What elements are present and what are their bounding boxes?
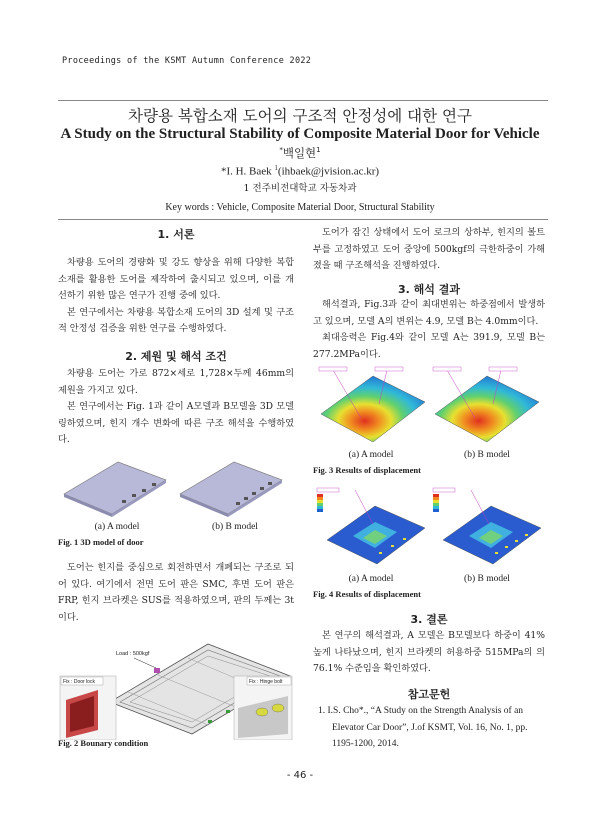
section-3-title: 3. 해석 결과	[398, 283, 460, 296]
fig4b-stress-plot	[433, 488, 541, 564]
section-4-body: 본 연구의 해석결과, A 모델은 B모델보다 하중이 41% 높게 나타났으며, 힌지 브라켓의 허용하중 515MPa의 의 76.1% 수준임을 확인하였다.	[313, 630, 545, 674]
fig3b-displacement-plot	[433, 367, 539, 442]
section-3-body: 해석결과, Fig.3과 같이 최대변위는 하중점에서 발생하고 있으며, 모델 A의 변위는 4.9, 모델 B는 4.0mm이다. 최대응력은 Fig.4와 같이 모델 A는 391.9, 모델 B는 277.2MPa이다.	[313, 299, 545, 360]
fig4-caption: Fig. 4 Results of displacement	[313, 589, 421, 599]
fig1-door-models	[58, 452, 294, 522]
fig2-door-lock-inset	[60, 676, 116, 740]
fig4a-label: (a) A model	[348, 574, 394, 584]
fig2-door-lock-label: Fix : Door lock	[63, 679, 95, 685]
fig3a-label: (a) A model	[348, 450, 394, 460]
fig3-caption: Fig. 3 Results of displacement	[313, 465, 421, 475]
fig4a-legend	[317, 494, 323, 512]
fig2-hinge-bolt-label: Fix : Hinge bolt	[249, 679, 283, 685]
fig2-load-label: Load : 500kgf	[116, 651, 150, 657]
top-rule	[58, 100, 548, 101]
fig3-displacement-results	[313, 364, 545, 448]
fig1-caption: Fig. 1 3D model of door	[58, 537, 144, 547]
keywords-rule	[58, 219, 548, 220]
section-2-body-cont: 도어는 힌지를 중심으로 회전하면서 개폐되는 구조로 되어 있다. 여기에서 전면 도어 판은 SMC, 후면 도어 판은 FRP, 힌지 브라켓은 SUS를 적용하였으며, 판의 두께는 3t이다.	[58, 562, 294, 623]
references-title: 참고문헌	[407, 688, 451, 701]
fig1b-door-model	[180, 462, 282, 517]
fig1a-door-model	[64, 462, 166, 517]
fig3b-label: (b) B model	[464, 450, 510, 460]
page-number: - 46 -	[286, 770, 314, 781]
fig4b-legend	[433, 494, 439, 512]
reference-item: 1. I.S. Cho*., “A Study on the Strength Analysis of an Elevator Car Door”, J.of KSMT, Vol. 16, No. 1, pp. 1195-1200, 2014.	[318, 706, 528, 749]
fig1a-label: (a) A model	[94, 522, 140, 532]
fig2-caption: Fig. 2 Bounary condition	[58, 738, 149, 748]
section-4-title: 3. 결론	[410, 613, 448, 626]
affiliation: 1 전주비전대학교 자동차과	[243, 183, 357, 194]
section-1-body: 차량용 도어의 경량화 및 강도 향상을 위해 다양한 복합소재를 활용한 도어를 제작하여 출시되고 있으며, 이를 개선하기 위한 많은 연구가 진행 중에 있다. 본 연구에서는 차량용 복합소재 도어의 3D 설계 및 구조적 안정성 검증을 위한 연구를 수행하였다.	[58, 257, 294, 334]
fig1b-label: (b) B model	[212, 522, 258, 532]
fig3a-displacement-plot	[319, 367, 425, 442]
keywords: Key words : Vehicle, Composite Material Door, Structural Stability	[165, 202, 435, 213]
title-korean: 차량용 복합소재 도어의 구조적 안정성에 대한 연구	[128, 107, 472, 125]
fig4-stress-results	[313, 484, 545, 572]
fig4a-stress-plot	[317, 488, 425, 564]
fig2-boundary-condition	[58, 630, 294, 740]
fig2-hinge-bolt-inset	[234, 676, 292, 740]
section-1-title: 1. 서론	[157, 228, 195, 241]
section-2-body: 차량용 도어는 가로 872×세로 1,728×두께 46mm의 제원을 가지고 있다. 본 연구에서는 Fig. 1과 같이 A모델과 B모델을 3D 모델링하였으며, 힌지 개수 변화에 따른 구조 해석을 수행하였다.	[58, 368, 294, 445]
section-2-title: 2. 제원 및 해석 조건	[125, 350, 227, 363]
fig4b-label: (b) B model	[464, 574, 510, 584]
proceedings-header: Proceedings of the KSMT Autumn Conference 2022	[62, 56, 312, 66]
title-english: A Study on the Structural Stability of Composite Material Door for Vehicle	[60, 126, 540, 142]
author-english: *I. H. Baek $^1$(ihbaek@jvision.ac.kr)	[220, 164, 380, 178]
author-korean: *백일현$^1$	[279, 146, 321, 160]
section-3-intro: 도어가 잠긴 상태에서 도어 로크의 상하부, 힌지의 볼트부를 고정하였고 도어 중앙에 500kgf의 극한하중이 가해졌을 때 구조해석을 진행하였다.	[313, 227, 545, 271]
